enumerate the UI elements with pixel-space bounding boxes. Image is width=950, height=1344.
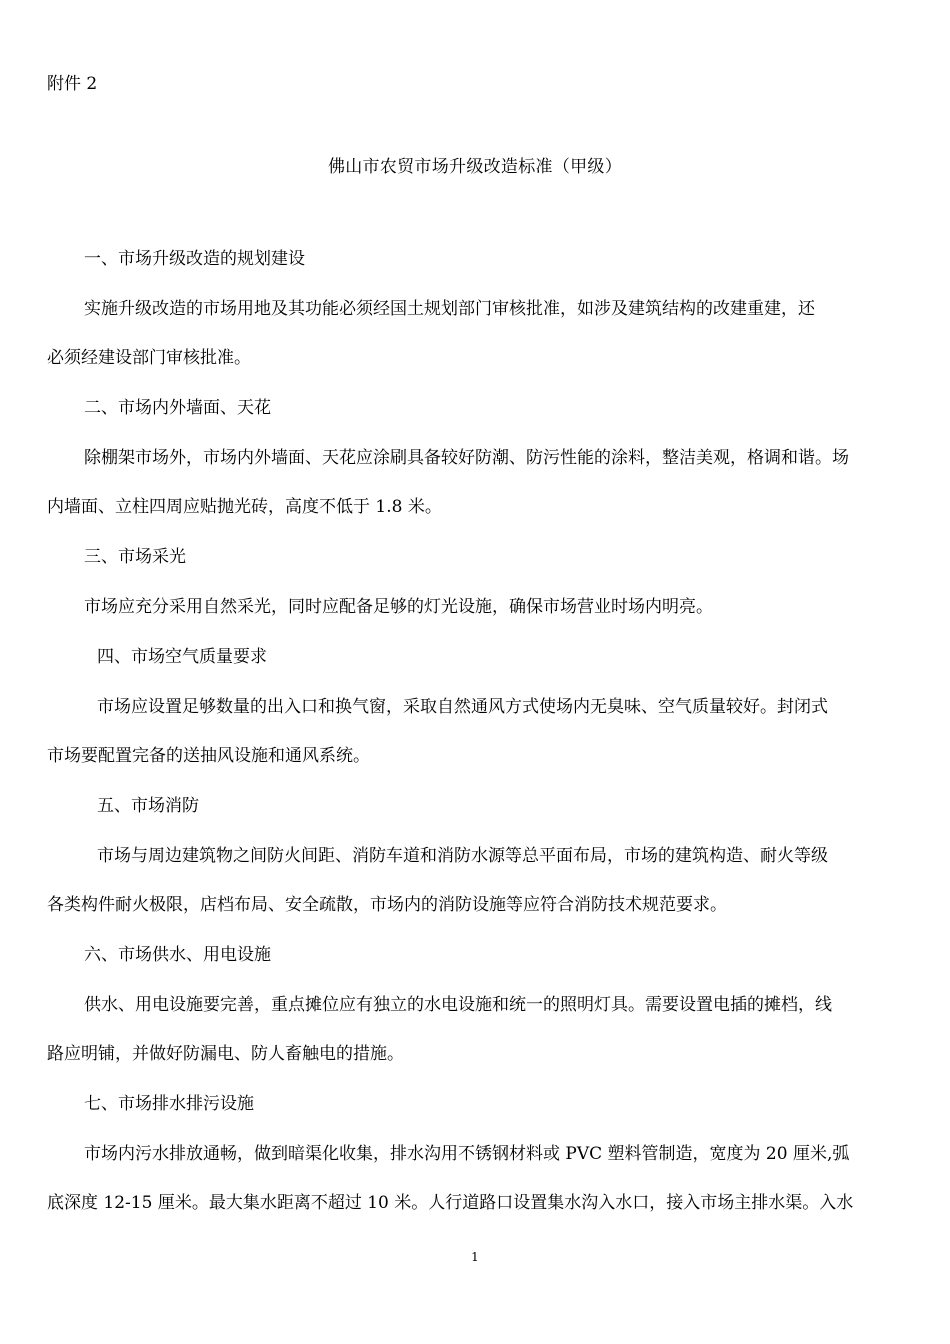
section-paragraph — [47, 844, 907, 917]
paragraph-line: 各类构件耐火极限，店档布局、安全疏散，市场内的消防设施等应符合消防技术规范要求。 — [47, 895, 727, 915]
paragraph-line: 除棚架市场外，市场内外墙面、天花应涂刷具备较好防潮、防污性能的涂料，整洁美观，格调和谐。场 — [84, 448, 849, 468]
attachment-label: 附件 2 — [47, 74, 98, 94]
paragraph-line: 市场要配置完备的送抽风设施和通风系统。 — [47, 746, 370, 766]
section-heading: 七、市场排水排污设施 — [84, 1094, 254, 1114]
section-paragraph — [47, 446, 907, 519]
page-number: 1 — [471, 1250, 479, 1264]
section-heading: 四、市场空气质量要求 — [97, 647, 267, 667]
paragraph-line: 市场与周边建筑物之间防火间距、消防车道和消防水源等总平面布局，市场的建筑构造、耐火等级 — [97, 846, 828, 866]
paragraph-line: 市场应设置足够数量的出入口和换气窗，采取自然通风方式使场内无臭味、空气质量较好。封闭式 — [97, 697, 828, 717]
paragraph-line: 市场应充分采用自然采光，同时应配备足够的灯光设施，确保市场营业时场内明亮。 — [84, 597, 713, 617]
document-body — [47, 247, 907, 1241]
section-paragraph — [47, 595, 907, 619]
paragraph-line: 市场内污水排放通畅，做到暗渠化收集，排水沟用不锈钢材料或 PVC 塑料管制造，宽度为 20 厘米,弧 — [84, 1144, 850, 1164]
paragraph-line: 内墙面、立柱四周应贴抛光砖，高度不低于 1.8 米。 — [47, 497, 442, 517]
section-heading: 五、市场消防 — [97, 796, 199, 816]
section-paragraph — [47, 695, 907, 768]
paragraph-line: 必须经建设部门审核批准。 — [47, 348, 251, 368]
section-paragraph — [47, 993, 907, 1066]
document-title: 佛山市农贸市场升级改造标准（甲级） — [327, 157, 623, 177]
section-heading: 三、市场采光 — [84, 547, 186, 567]
paragraph-line: 供水、用电设施要完善，重点摊位应有独立的水电设施和统一的照明灯具。需要设置电插的摊档，线 — [84, 995, 832, 1015]
paragraph-line: 实施升级改造的市场用地及其功能必须经国土规划部门审核批准，如涉及建筑结构的改建重建，还 — [84, 299, 815, 319]
section-heading: 六、市场供水、用电设施 — [84, 945, 271, 965]
section-heading: 二、市场内外墙面、天花 — [84, 398, 271, 418]
section-heading: 一、市场升级改造的规划建设 — [84, 249, 305, 269]
section-paragraph — [47, 297, 907, 370]
paragraph-line: 路应明铺，并做好防漏电、防人畜触电的措施。 — [47, 1044, 404, 1064]
paragraph-line: 底深度 12-15 厘米。最大集水距离不超过 10 米。人行道路口设置集水沟入水口，接入市场主排水渠。入水 — [47, 1193, 854, 1213]
section-paragraph — [47, 1142, 907, 1215]
